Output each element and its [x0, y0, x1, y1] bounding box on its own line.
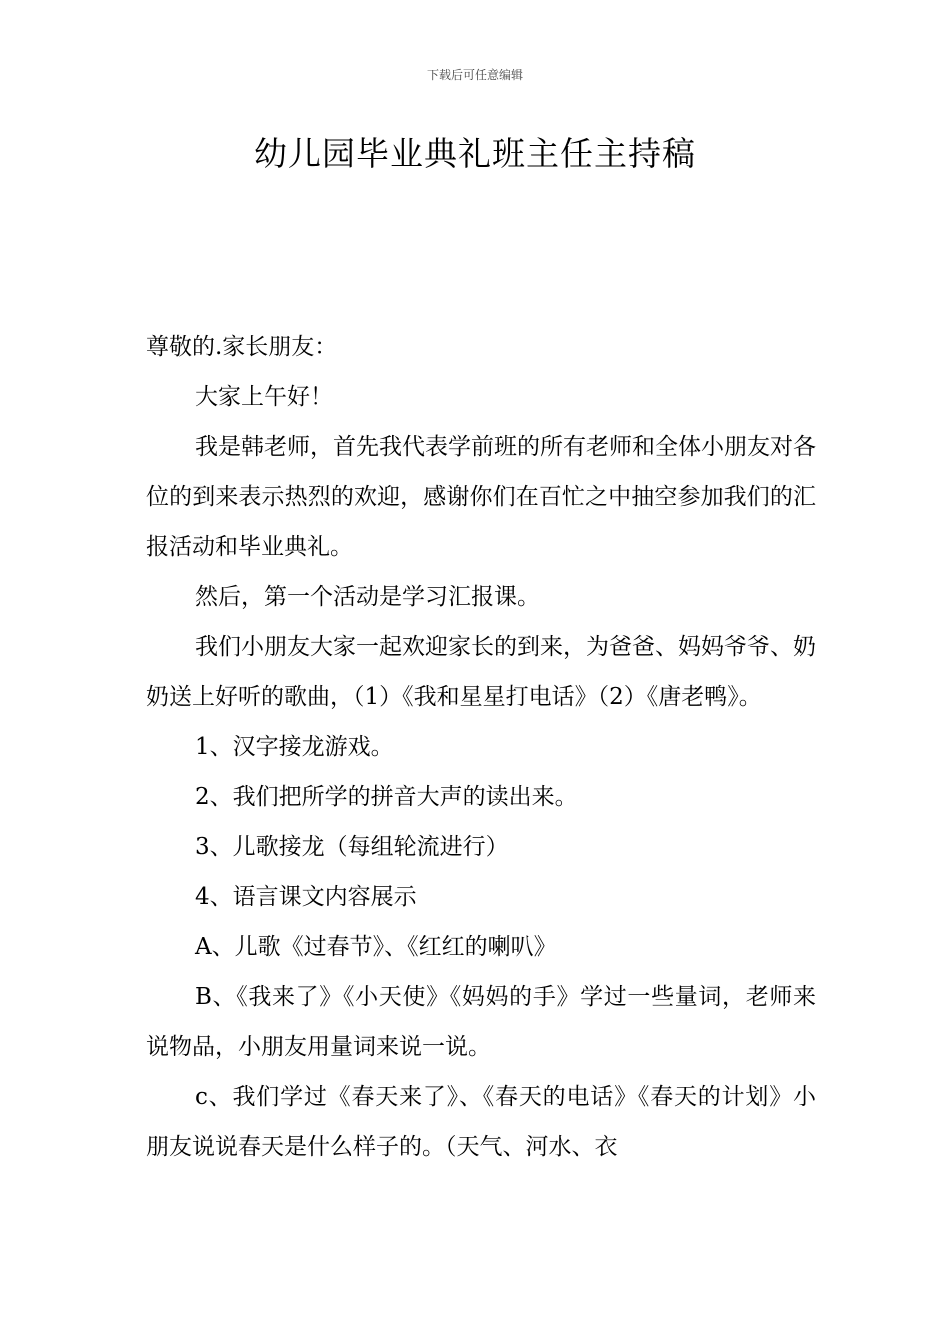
list-item: 4、语言课文内容展示 [195, 884, 417, 910]
paragraph-first-activity: 然后，第一个活动是学习汇报课。 [195, 584, 540, 610]
list-item: 3、儿歌接龙（每组轮流进行） [195, 834, 509, 860]
paragraph-introduction: 我是韩老师，首先我代表学前班的所有老师和全体小朋友对各位的到来表示热烈的欢迎，感谢你们在百忙之中抽空参加我们的汇报活动和毕业典礼。 [146, 434, 816, 560]
paragraph-greeting: 大家上午好！ [195, 384, 333, 410]
sub-item: c、我们学过《春天来了》、《春天的电话》《春天的计划》小朋友说说春天是什么样子的。（天气、河水、衣 [146, 1084, 816, 1160]
list-item: 1、汉字接龙游戏。 [195, 734, 394, 760]
list-item: 2、我们把所学的拼音大声的读出来。 [195, 784, 578, 810]
header-note: 下载后可任意编辑 [426, 68, 523, 82]
document-body [146, 322, 816, 1172]
salutation: 尊敬的.家长朋友： [146, 334, 338, 360]
sub-item: A、儿歌《过春节》、《红红的喇叭》 [195, 934, 557, 960]
document-title: 幼儿园毕业典礼班主任主持稿 [254, 134, 696, 173]
sub-item: B、《我来了》《小天使》《妈妈的手》学过一些量词，老师来说物品，小朋友用量词来说一说。 [146, 984, 816, 1060]
paragraph-songs: 我们小朋友大家一起欢迎家长的到来，为爸爸、妈妈爷爷、奶奶送上好听的歌曲，（1）《我和星星打电话》（2）《唐老鸭》。 [146, 634, 816, 710]
